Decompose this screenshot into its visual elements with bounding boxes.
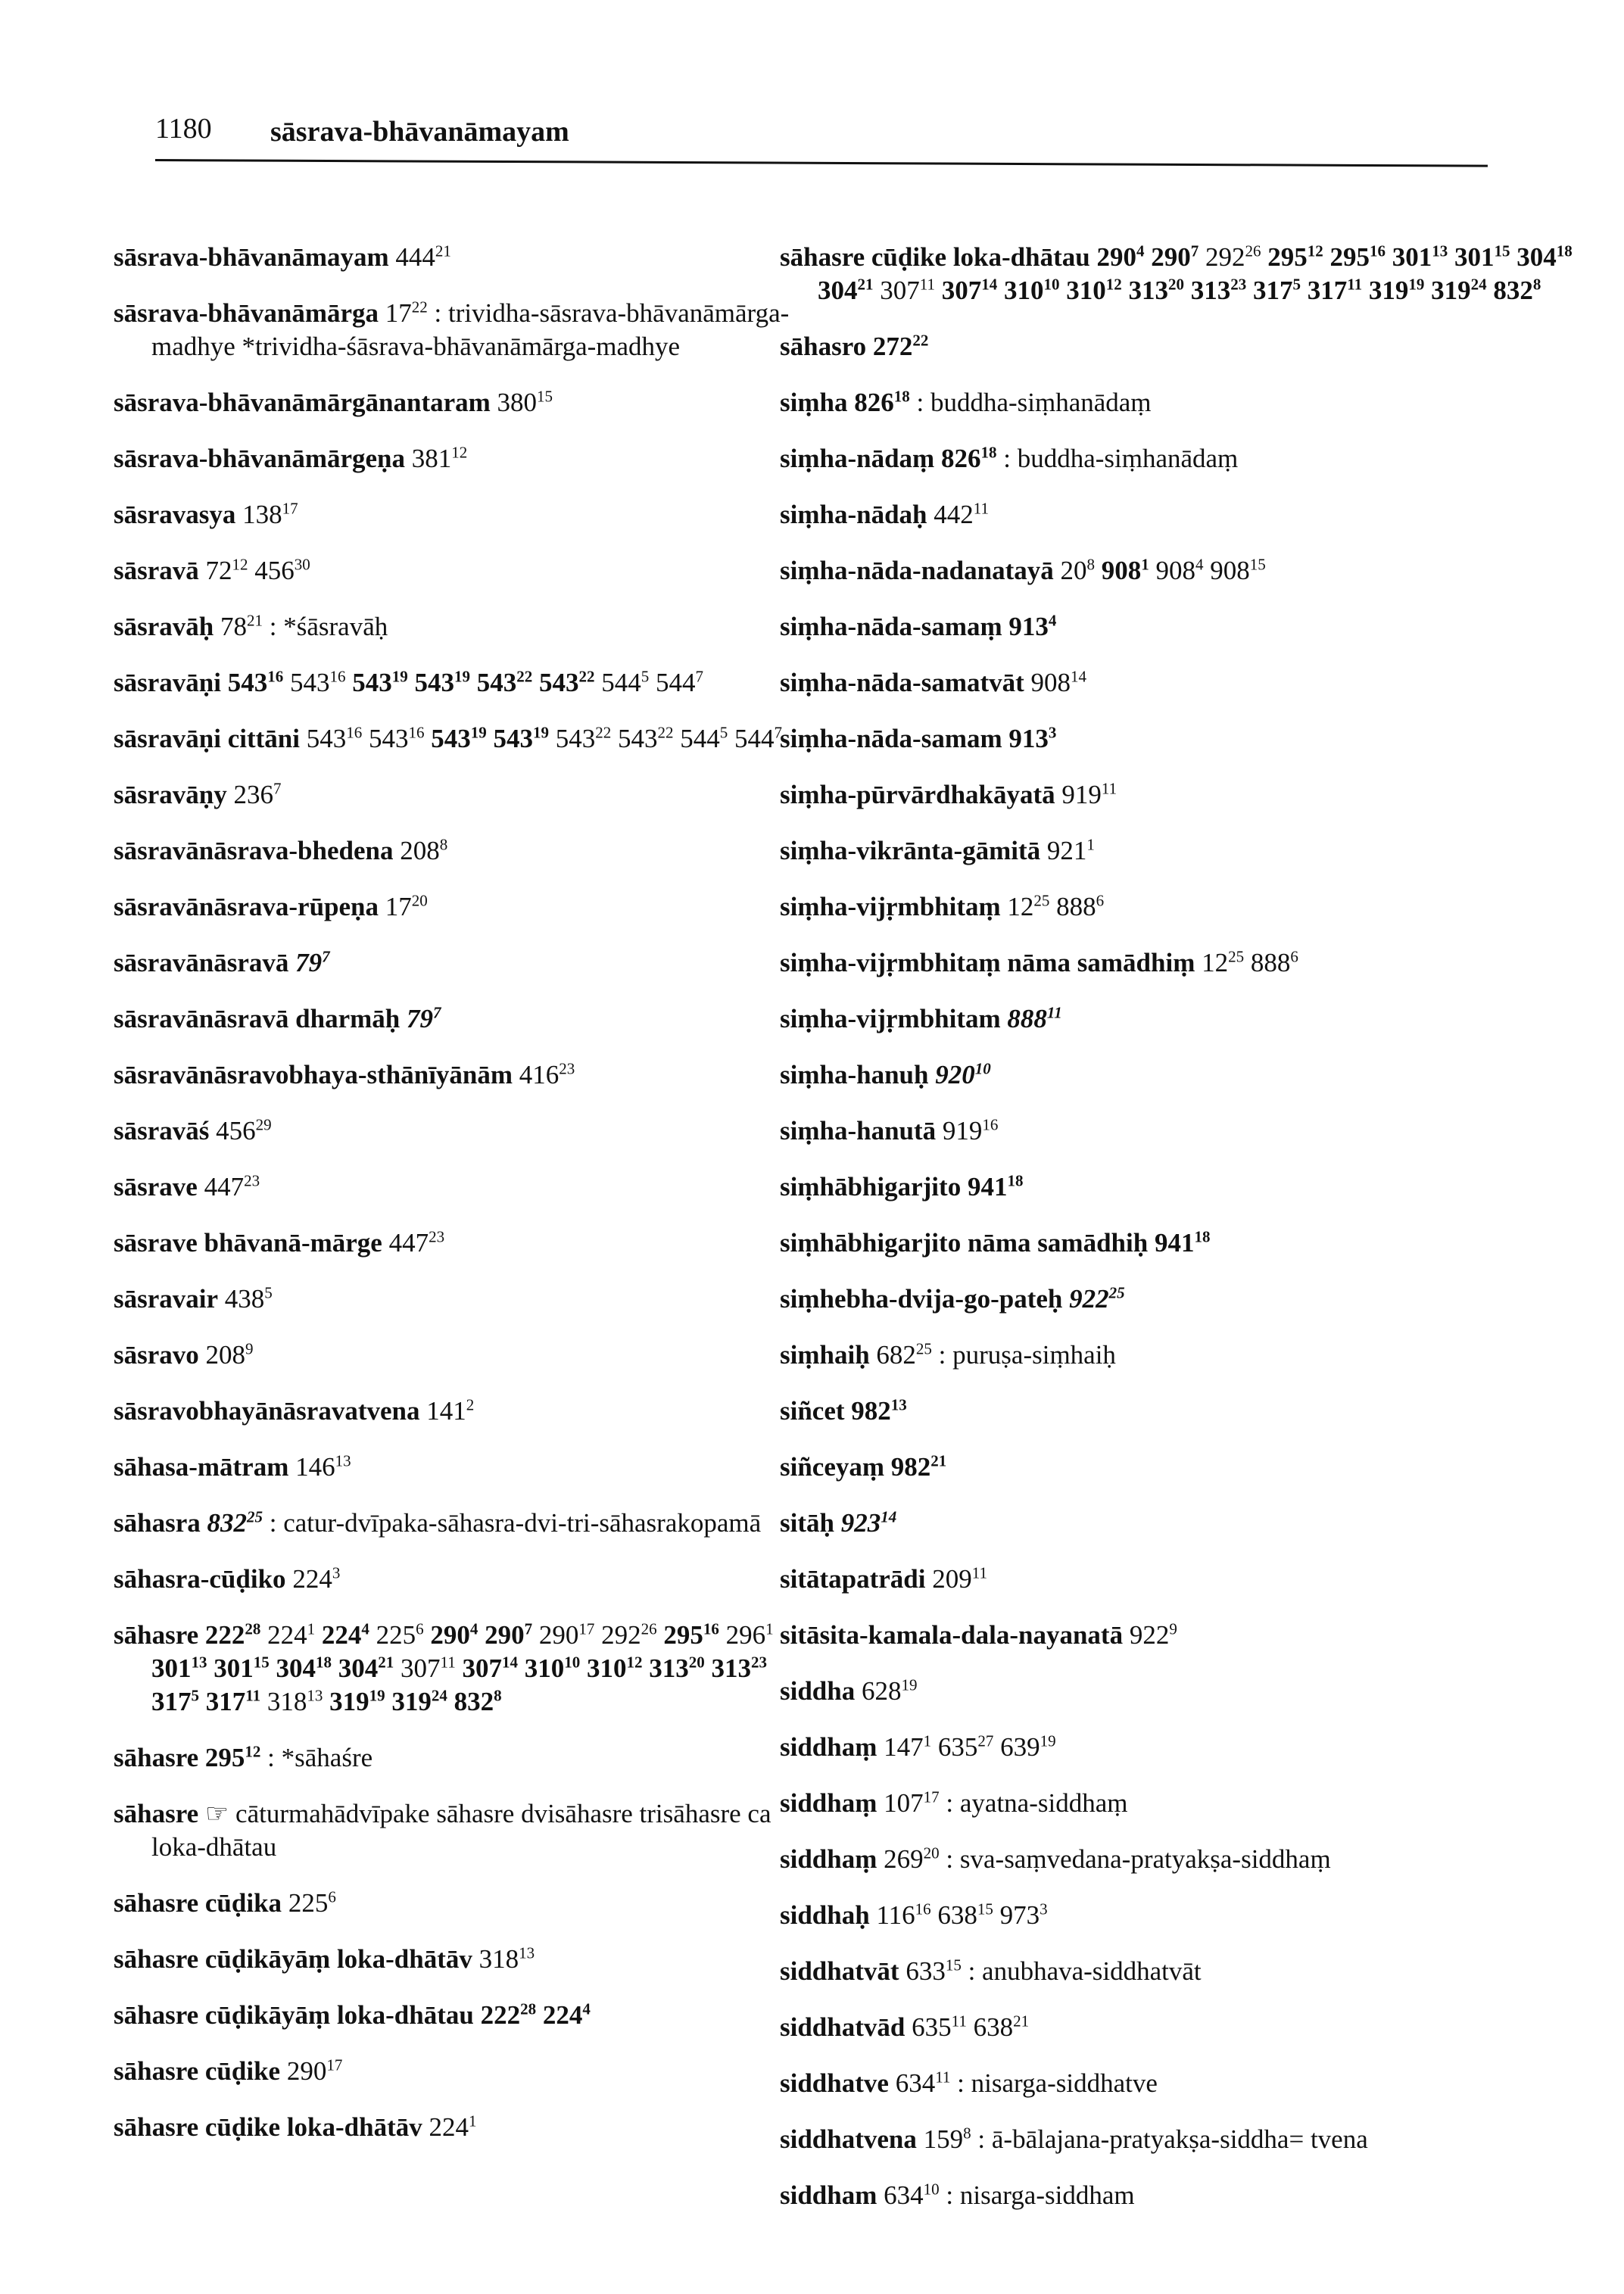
index-entry: [114, 1002, 818, 1036]
entry-headword: siṃhābhigarjito: [780, 1172, 962, 1202]
entry-references: $12^{25}$ $888^6$: [1007, 891, 1105, 921]
entry-headword: siṃhaiḥ: [780, 1340, 870, 1370]
entry-references: $224^3$: [292, 1563, 341, 1594]
entry-headword: sāhasre cūḍikāyāṃ loka-dhātau: [114, 2000, 474, 2030]
entry-headword: siddham: [780, 2180, 877, 2210]
entry-headword: siddhatvād: [780, 2012, 906, 2042]
index-entry: [114, 834, 818, 868]
index-entry: [114, 2111, 818, 2144]
entry-headword: siddhaṃ: [780, 1844, 877, 1874]
entry-references: $159^8$: [923, 2124, 971, 2154]
entry-references: $922^{25}$: [1069, 1283, 1125, 1314]
entry-references: $138^{17}$: [242, 499, 298, 529]
index-entry: [114, 554, 818, 588]
entry-references: $146^{13}$: [295, 1451, 351, 1482]
entry-references: $290^{17}$: [286, 2056, 343, 2086]
entry-headword: siddhaṃ: [780, 1788, 877, 1818]
entry-headword: sāsrava-bhāvanāmārga: [114, 298, 379, 328]
index-entry: [114, 297, 818, 363]
index-entry: [114, 1170, 818, 1204]
entry-gloss: : nisarga-siddhatve: [957, 2068, 1158, 2098]
entry-gloss: : *sāhaśre: [267, 1743, 373, 1772]
entry-headword: siṃha-hanuḥ: [780, 1060, 929, 1089]
index-entry: [780, 2067, 1598, 2100]
entry-headword: sāsravānāsrava-bhedena: [114, 836, 394, 865]
header-rule: [155, 159, 1488, 167]
entry-gloss: : ayatna-siddhaṃ: [946, 1788, 1128, 1818]
entry-headword: siddhatvena: [780, 2124, 917, 2154]
entry-gloss: : trividha-sāsrava-bhāvanāmārga-madhye *trividha-śāsrava-bhāvanāmārga-madhye: [151, 298, 790, 361]
entry-headword: sāsravā: [114, 556, 199, 585]
entry-headword: sāsravānāsravobhaya-sthānīyānām: [114, 1060, 513, 1089]
entry-headword: sāsravāṇi: [114, 668, 221, 697]
entry-references: $442^{11}$: [934, 499, 990, 529]
index-entry: [114, 2055, 818, 2088]
entry-headword: sāhasre cūḍike loka-dhātāv: [114, 2112, 422, 2142]
entry-headword: siṃha-nāda-samaṃ: [780, 612, 1002, 641]
entry-references: $222^{28}$ $224^1$ $224^4$ $225^6$ $290^4$ $290^7$ $290^{17}$ $292^{26}$ $295^{16}$ $296^1$ $301^{13}$ $301^{15}$ $304^{18}$ $304^{21}$ $307^{11}$ $307^{14}$ $310^{10}$ $310^{12}$ $313^{20}$ $313^{23}$ $317^5$ $317^{11}$ $318^{13}$ $319^{19}$ $319^{24}$ $832^8$: [151, 1619, 774, 1716]
entry-headword: siṃha: [780, 388, 848, 417]
entry-references: $318^{13}$: [478, 1943, 535, 1974]
index-entry: [780, 666, 1598, 700]
entry-references: $633^{15}$: [906, 1956, 962, 1986]
index-entry: [780, 1451, 1598, 1484]
index-entry: [780, 1955, 1598, 1988]
entry-headword: sāsravobhayānāsravatvena: [114, 1396, 420, 1426]
index-entry: [780, 1899, 1598, 1932]
entry-gloss: : catur-dvīpaka-sāhasra-dvi-tri-sāhasrakopamā: [269, 1508, 762, 1538]
entry-references: $543^{16}$ $543^{16}$ $543^{19}$ $543^{19}$ $543^{22}$ $543^{22}$ $544^5$ $544^7$: [306, 723, 782, 753]
entry-headword: sāsrava-bhāvanāmārgeṇa: [114, 444, 406, 473]
entry-headword: sāsravāṇy: [114, 780, 227, 809]
entry-headword: siṃha-nādaḥ: [780, 500, 927, 529]
entry-headword: siddha: [780, 1676, 856, 1706]
entry-references: $272^{22}$: [872, 331, 929, 361]
entry-gloss: : puruṣa-siṃhaiḥ: [938, 1340, 1116, 1370]
index-entry: [780, 722, 1598, 756]
entry-headword: sāsravasya: [114, 500, 236, 529]
entry-headword: sāhasre cūḍike: [114, 2056, 281, 2086]
entry-references: $913^4$: [1008, 611, 1057, 641]
entry-headword: siṃha-vijṛmbhitam: [780, 1004, 1001, 1033]
entry-references: $72^{12}$ $456^{30}$: [205, 555, 310, 585]
entry-references: $116^{16}$ $638^{15}$ $973^3$: [876, 1900, 1048, 1930]
entry-references: $209^{11}$: [932, 1563, 987, 1594]
entry-headword: siṃhebha-dvija-go-pateḥ: [780, 1284, 1063, 1314]
entry-references: $826^{18}$: [854, 387, 910, 417]
entry-headword: siñceyaṃ: [780, 1452, 885, 1482]
entry-headword: siṃha-vijṛmbhitaṃ nāma samādhiṃ: [780, 948, 1195, 977]
index-entry: [114, 241, 818, 274]
index-entry: [780, 1563, 1598, 1596]
page-number: 1180: [155, 113, 212, 145]
index-entry: [780, 1002, 1598, 1036]
entry-references: $921^1$: [1046, 835, 1095, 865]
index-entry: [114, 1741, 818, 1775]
entry-references: $919^{16}$: [942, 1115, 999, 1145]
entry-references: $17^{22}$: [385, 298, 428, 328]
entry-headword: siṃha-nāda-nadanatayā: [780, 556, 1054, 585]
running-head: sāsrava-bhāvanāmayam: [270, 116, 569, 148]
entry-references: ☞: [204, 1799, 229, 1828]
index-entry: [114, 1395, 818, 1428]
index-entry: [780, 1787, 1598, 1820]
index-entry: [780, 1507, 1598, 1540]
entry-references: $12^{25}$ $888^6$: [1202, 947, 1298, 977]
entry-references: $826^{18}$: [940, 443, 997, 473]
entry-references: $141^2$: [426, 1395, 475, 1426]
entry-headword: sāhasre: [114, 1620, 199, 1650]
entry-references: $447^{23}$: [388, 1227, 445, 1258]
entry-references: $628^{19}$: [862, 1675, 918, 1706]
entry-headword: siṃha-nāda-samam: [780, 724, 1002, 753]
entry-references: $78^{21}$: [220, 611, 263, 641]
index-entry: [780, 1283, 1598, 1316]
index-entry: [780, 2011, 1598, 2044]
index-entry: [780, 1731, 1598, 1764]
index-entry: [780, 386, 1598, 419]
index-entry: [114, 1999, 818, 2032]
index-entry: [114, 1226, 818, 1260]
index-entry: [114, 442, 818, 475]
entry-headword: siṃha-pūrvārdhakāyatā: [780, 780, 1055, 809]
entry-references: $682^{25}$: [876, 1339, 932, 1370]
entry-references: $913^3$: [1008, 723, 1057, 753]
index-entry: [114, 1797, 818, 1864]
entry-headword: siṃha-vijṛmbhitaṃ: [780, 892, 1001, 921]
entry-references: $923^{14}$: [840, 1507, 897, 1538]
entry-references: $236^7$: [233, 779, 282, 809]
entry-references: $634^{10}$: [884, 2180, 940, 2210]
index-entry: [780, 890, 1598, 924]
entry-headword: sāhasre cūḍika: [114, 1888, 282, 1918]
entry-references: $222^{28}$ $224^4$: [480, 1999, 591, 2030]
entry-gloss: : anubhava-siddhatvāt: [968, 1956, 1202, 1986]
entry-headword: sāsravāḥ: [114, 612, 214, 641]
entry-headword: sāsrave: [114, 1172, 198, 1202]
index-entry: [114, 722, 818, 756]
entry-headword: sāhasro: [780, 332, 867, 361]
entry-headword: sāsravāṇi cittāni: [114, 724, 300, 753]
entry-gloss: : nisarga-siddham: [946, 2180, 1135, 2210]
index-entry: [114, 1058, 818, 1092]
entry-headword: sāhasra: [114, 1508, 201, 1538]
entry-references: $269^{20}$: [884, 1844, 940, 1874]
index-entry: [780, 330, 1598, 363]
entry-headword: siddhaḥ: [780, 1900, 870, 1930]
page-header: [155, 112, 1488, 165]
entry-references: $922^9$: [1129, 1619, 1177, 1650]
entry-references: $444^{21}$: [395, 242, 451, 272]
index-column-left: [114, 241, 818, 2167]
entry-headword: sāsravāś: [114, 1116, 210, 1145]
entry-references: $147^1$ $635^{27}$ $639^{19}$: [884, 1731, 1056, 1762]
index-entry: [780, 946, 1598, 980]
entry-references: $225^6$: [288, 1887, 336, 1918]
entry-headword: sitāḥ: [780, 1508, 834, 1538]
index-entry: [114, 1339, 818, 1372]
entry-references: $982^{13}$: [851, 1395, 907, 1426]
index-entry: [114, 1943, 818, 1976]
entry-references: $941^{18}$: [967, 1171, 1024, 1202]
index-entry: [780, 1843, 1598, 1876]
entry-references: $832^{25}$: [207, 1507, 263, 1538]
entry-headword: siddhatve: [780, 2068, 889, 2098]
entry-references: $941^{18}$: [1154, 1227, 1211, 1258]
index-entry: [114, 610, 818, 644]
index-entry: [780, 1395, 1598, 1428]
entry-references: $79^7$: [406, 1003, 441, 1033]
entry-headword: siṃha-hanutā: [780, 1116, 937, 1145]
index-entry: [780, 241, 1598, 307]
index-entry: [114, 1283, 818, 1316]
index-entry: [780, 1339, 1598, 1372]
entry-references: $381^{12}$: [411, 443, 468, 473]
entry-references: $107^{17}$: [884, 1788, 940, 1818]
index-entry: [114, 498, 818, 531]
index-entry: [780, 1226, 1598, 1260]
index-entry: [780, 442, 1598, 475]
entry-references: $208^8$: [400, 835, 448, 865]
entry-headword: sāsrava-bhāvanāmārgānantaram: [114, 388, 491, 417]
entry-references: $635^{11}$ $638^{21}$: [912, 2012, 1030, 2042]
entry-references: $543^{16}$ $543^{16}$ $543^{19}$ $543^{19}$ $543^{22}$ $543^{22}$ $544^5$ $544^7$: [227, 667, 703, 697]
index-entry: [114, 1114, 818, 1148]
index-entry: [780, 554, 1598, 588]
entry-headword: sāhasra-cūḍiko: [114, 1564, 286, 1594]
entry-references: $920^{10}$: [935, 1059, 991, 1089]
entry-headword: siṃha-nādaṃ: [780, 444, 935, 473]
entry-references: $438^5$: [224, 1283, 273, 1314]
entry-gloss: cāturmahādvīpake sāhasre dvisāhasre trisāhasre ca loka-dhātau: [151, 1799, 771, 1862]
entry-headword: sitāsita-kamala-dala-nayanatā: [780, 1620, 1124, 1650]
entry-references: $20^8$ $908^1$ $908^4$ $908^{15}$: [1060, 555, 1266, 585]
index-entry: [114, 1619, 818, 1719]
index-entry: [114, 1887, 818, 1920]
entry-gloss: : *śāsravāḥ: [269, 612, 388, 641]
entry-headword: sāsrava-bhāvanāmayam: [114, 242, 389, 272]
entry-headword: sāhasa-mātram: [114, 1452, 289, 1482]
index-entry: [114, 386, 818, 419]
entry-references: $982^{21}$: [890, 1451, 947, 1482]
entry-references: $17^{20}$: [385, 891, 428, 921]
entry-references: $456^{29}$: [216, 1115, 272, 1145]
index-entry: [780, 610, 1598, 644]
entry-headword: sāsravānāsrava-rūpeṇa: [114, 892, 379, 921]
entry-headword: sāsravānāsravā: [114, 948, 289, 977]
entry-headword: sitātapatrādi: [780, 1564, 926, 1594]
index-entry: [780, 1619, 1598, 1652]
entry-gloss: : ā-bālajana-pratyakṣa-siddha= tvena: [977, 2124, 1368, 2154]
index-entry: [114, 666, 818, 700]
index-entry: [780, 2179, 1598, 2212]
entry-references: $634^{11}$: [895, 2068, 951, 2098]
index-column-right: [780, 241, 1598, 2235]
entry-headword: siṃhābhigarjito nāma samādhiḥ: [780, 1228, 1149, 1258]
entry-headword: sāhasre: [114, 1743, 199, 1772]
index-entry: [114, 1451, 818, 1484]
entry-headword: siddhatvāt: [780, 1956, 899, 1986]
index-entry: [780, 1114, 1598, 1148]
entry-references: $919^{11}$: [1061, 779, 1117, 809]
entry-headword: siṃha-nāda-samatvāt: [780, 668, 1024, 697]
entry-references: $290^4$ $290^7$ $292^{26}$ $295^{12}$ $295^{16}$ $301^{13}$ $301^{15}$ $304^{18}$ $304^{21}$ $307^{11}$ $307^{14}$ $310^{10}$ $310^{12}$ $313^{20}$ $313^{23}$ $317^5$ $317^{11}$ $319^{19}$ $319^{24}$ $832^8$: [818, 242, 1573, 305]
index-entry: [114, 1507, 818, 1540]
entry-headword: sāsravair: [114, 1284, 219, 1314]
entry-references: $380^{15}$: [497, 387, 553, 417]
index-entry: [780, 498, 1598, 531]
index-entry: [114, 778, 818, 812]
index-entry: [780, 2123, 1598, 2156]
index-entry: [114, 890, 818, 924]
entry-headword: siddhaṃ: [780, 1732, 877, 1762]
entry-references: $447^{23}$: [204, 1171, 260, 1202]
index-entry: [780, 1675, 1598, 1708]
entry-references: $208^9$: [205, 1339, 254, 1370]
index-entry: [780, 1170, 1598, 1204]
index-entry: [114, 1563, 818, 1596]
index-entry: [780, 834, 1598, 868]
entry-references: $416^{23}$: [519, 1059, 575, 1089]
entry-headword: siṃha-vikrānta-gāmitā: [780, 836, 1041, 865]
entry-headword: sāsravānāsravā dharmāḥ: [114, 1004, 401, 1033]
entry-gloss: : buddha-siṃhanādaṃ: [1003, 444, 1239, 473]
entry-gloss: : sva-saṃvedana-pratyakṣa-siddhaṃ: [946, 1844, 1331, 1874]
entry-references: $908^{14}$: [1030, 667, 1087, 697]
entry-references: $224^1$: [429, 2112, 477, 2142]
entry-references: $888^{11}$: [1007, 1003, 1062, 1033]
entry-headword: sāsravo: [114, 1340, 199, 1370]
entry-headword: sāhasre cūḍike loka-dhātau: [780, 242, 1090, 272]
entry-headword: siñcet: [780, 1396, 845, 1426]
entry-references: $295^{12}$: [204, 1742, 261, 1772]
entry-gloss: : buddha-siṃhanādaṃ: [916, 388, 1152, 417]
index-entry: [780, 1058, 1598, 1092]
entry-headword: sāhasre: [114, 1799, 199, 1828]
index-entry: [114, 946, 818, 980]
index-entry: [780, 778, 1598, 812]
entry-headword: sāhasre cūḍikāyāṃ loka-dhātāv: [114, 1944, 472, 1974]
entry-headword: sāsrave bhāvanā-mārge: [114, 1228, 382, 1258]
entry-references: $79^7$: [295, 947, 330, 977]
